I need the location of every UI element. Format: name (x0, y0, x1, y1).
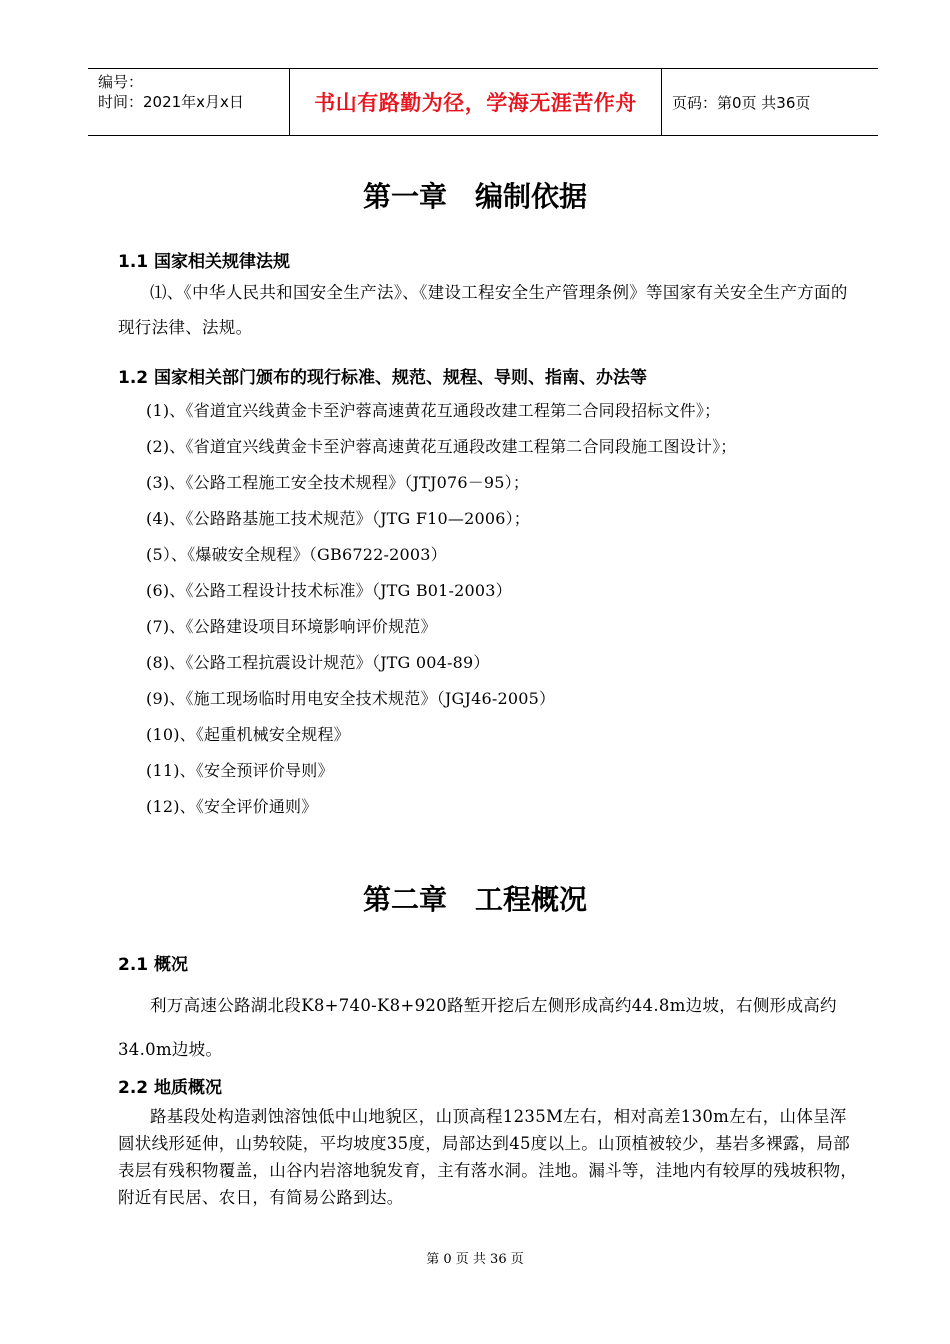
document-number-label: 编号： (98, 73, 144, 91)
section-1-1-text: ⑴、《中华人民共和国安全生产法》、《建设工程安全生产管理条例》等国家有关安全生产方面的现行法律、法规。 (118, 283, 848, 337)
list-item: (5）、《爆破安全规程》（GB6722-2003） (146, 545, 447, 564)
list-item: (8)、《公路工程抗震设计规范》（JTG 004-89） (146, 653, 490, 672)
header-meta (88, 69, 290, 135)
section-2-2-text: 路基段处构造剥蚀溶蚀低中山地貌区，山顶高程1235M左右，相对高差130m左右，山体呈浑圆状线形延伸，山势较陡，平均坡度35度，局部达到45度以上。山顶植被较少，基岩多裸露，局部表层有残积物覆盖，山谷内岩溶地貌发育，主有落水洞。洼地。漏斗等，洼地内有较厚的残坡积物，附近有民居、农日，有简易公路到达。 (118, 1107, 858, 1207)
list-item: (4)、《公路路基施工技术规范》（JTG F10—2006）； (146, 509, 530, 528)
list-item: (3)、《公路工程施工安全技术规程》（JTJ076－95）； (146, 473, 530, 492)
list-item: (9)、《施工现场临时用电安全技术规范》（JGJ46-2005） (146, 689, 556, 708)
list-item: (11)、《安全预评价导则》 (146, 761, 334, 780)
section-1-2-title: 1.2 国家相关部门颁布的现行标准、规范、规程、导则、指南、办法等 (118, 368, 648, 388)
section-2-1-title: 2.1 概况 (118, 955, 189, 975)
document-time-label: 时间：2021年x月x日 (98, 93, 244, 111)
list-item: (12)、《安全评价通则》 (146, 797, 318, 816)
section-2-2-title: 2.2 地质概况 (118, 1078, 223, 1098)
list-item: (10)、《起重机械安全规程》 (146, 725, 350, 744)
section-1-1-title: 1.1 国家相关规律法规 (118, 252, 291, 272)
standards-list (146, 393, 736, 825)
page-footer: 第 0 页 共 36 页 (426, 1252, 524, 1267)
chapter-1-title: 第一章 编制依据 (362, 180, 587, 213)
list-item: (1)、《省道宜兴线黄金卡至沪蓉高速黄花互通段改建工程第二合同段招标文件》； (146, 401, 721, 420)
page-header (88, 68, 878, 136)
header-motto: 书山有路勤为径，学海无涯苦作舟 (290, 69, 662, 135)
chapter-2-title: 第二章 工程概况 (362, 883, 587, 916)
header-page-info: 页码：第0页 共36页 (672, 93, 811, 112)
section-2-1-text: 利万高速公路湖北段K8+740-K8+920路堑开挖后左侧形成高约44.8m边坡，右侧形成高约34.0m边坡。 (118, 996, 837, 1059)
list-item: (7)、《公路建设项目环境影响评价规范》 (146, 617, 437, 636)
list-item: (2)、《省道宜兴线黄金卡至沪蓉高速黄花互通段改建工程第二合同段施工图设计》； (146, 437, 737, 456)
list-item: (6)、《公路工程设计技术标准》（JTG B01-2003） (146, 581, 512, 600)
